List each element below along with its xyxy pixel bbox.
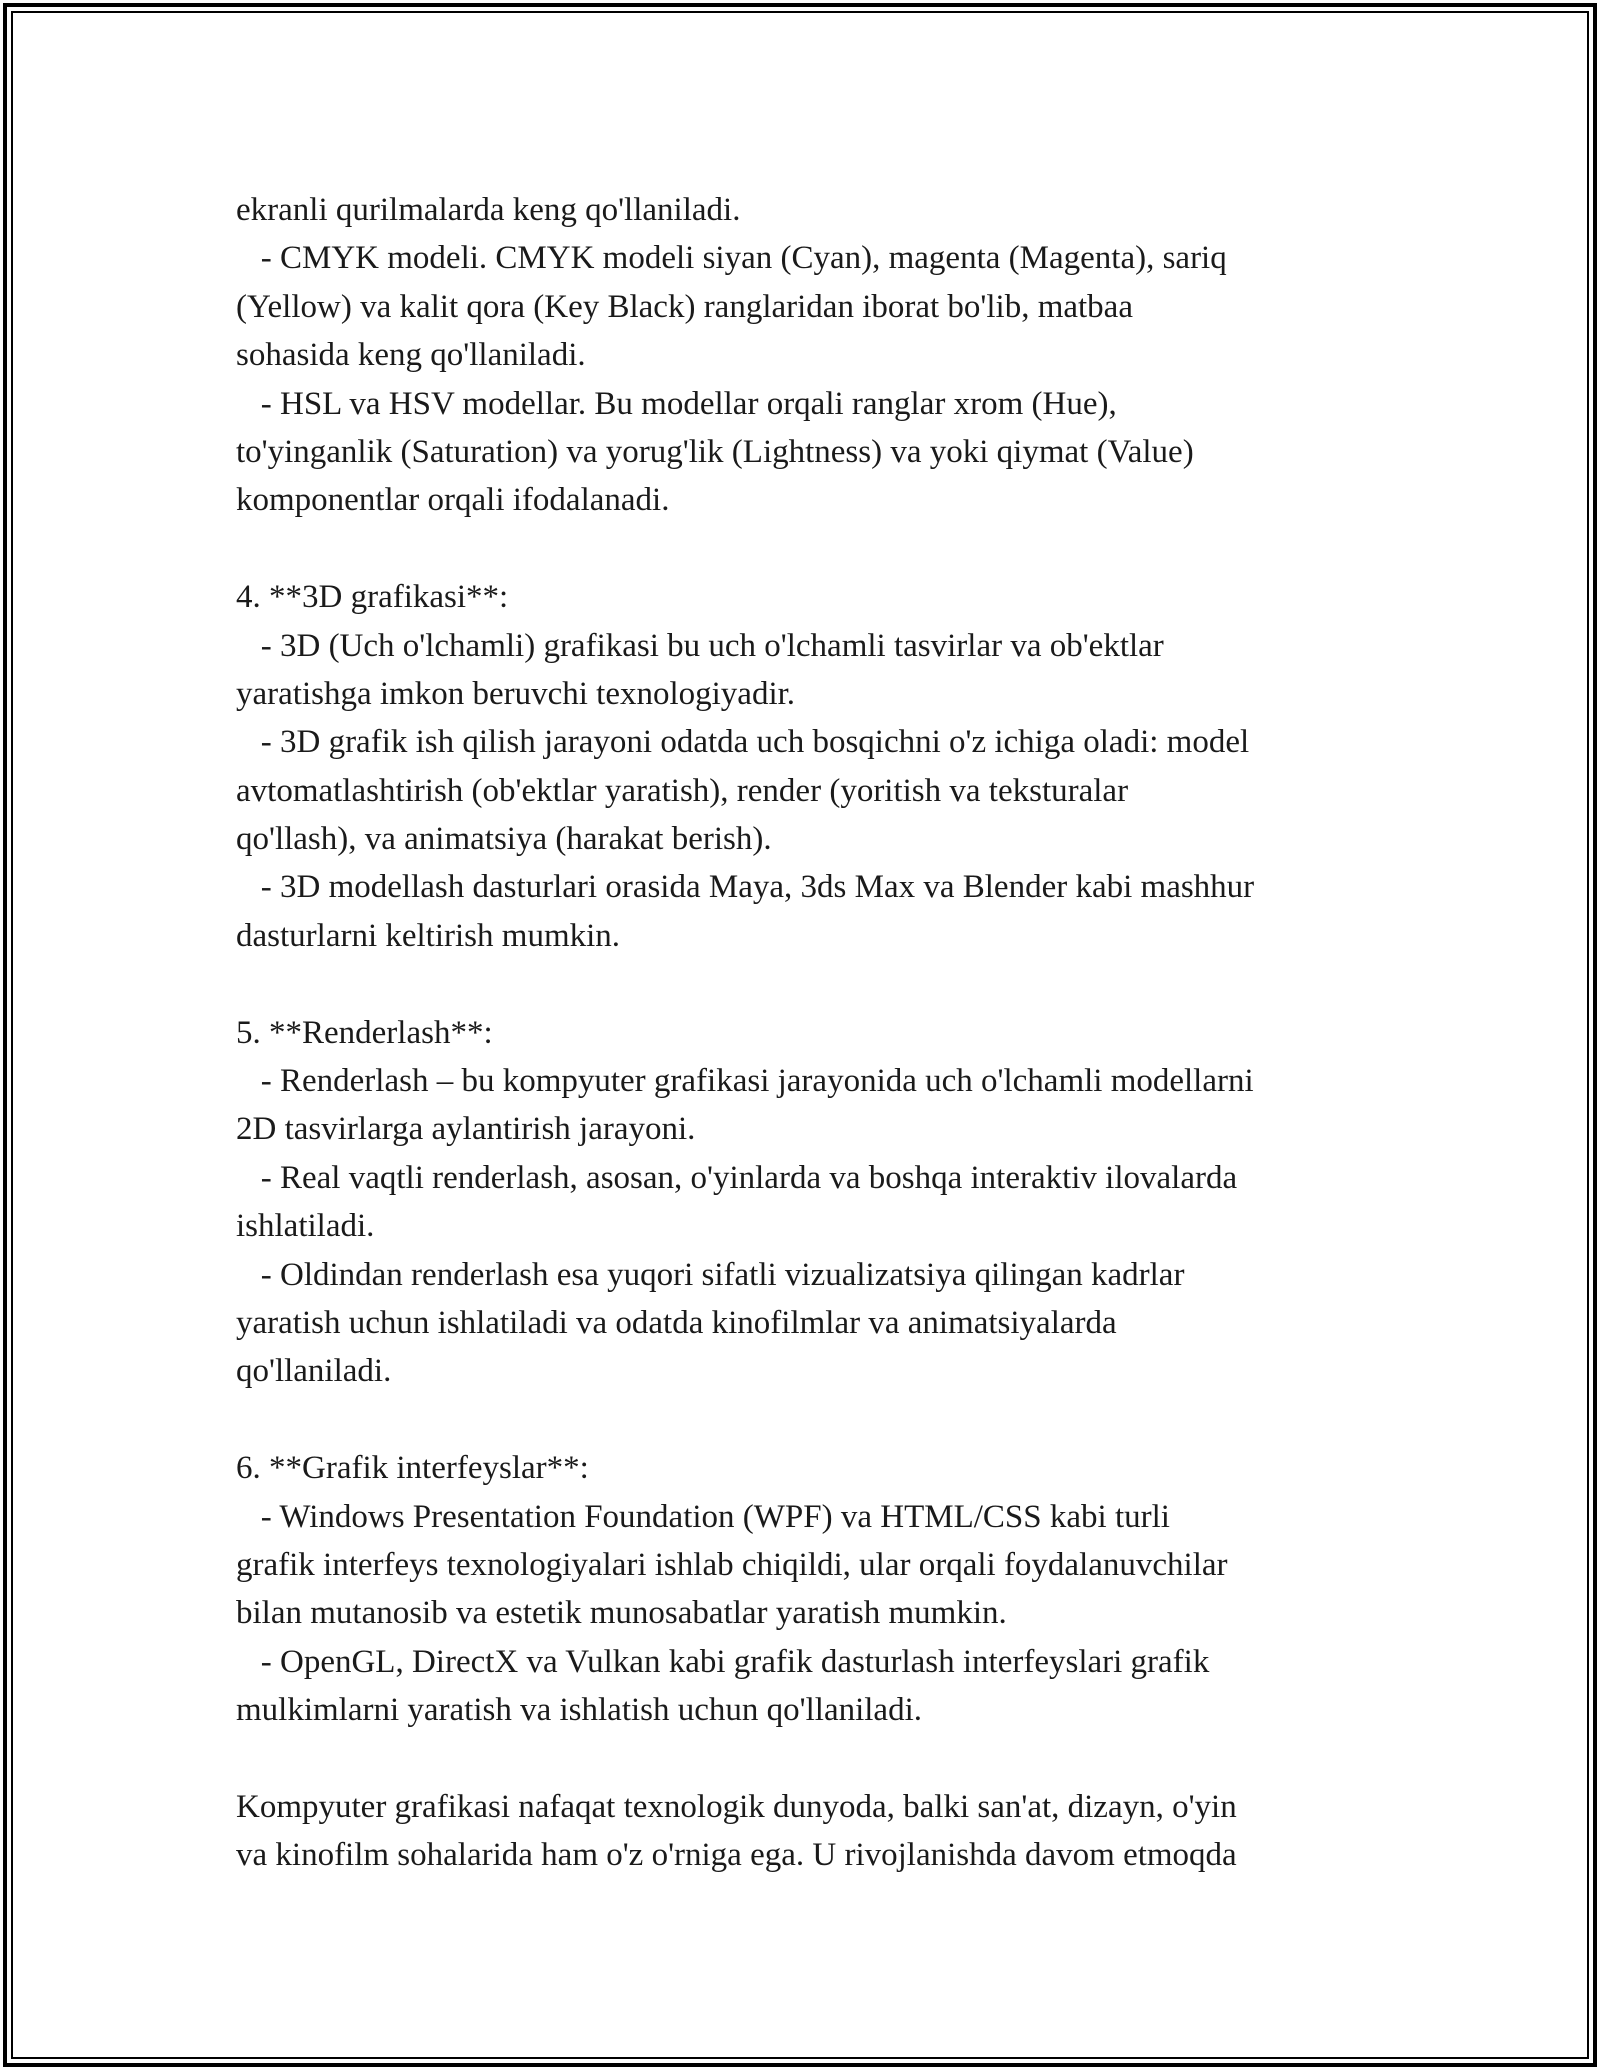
blank-line (236, 960, 1386, 1008)
text-line: - CMYK modeli. CMYK modeli siyan (Cyan), magenta (Magenta), sariq (236, 240, 1227, 277)
text-line: 4. **3D grafikasi**: (236, 579, 509, 616)
document-body (236, 186, 1386, 1880)
text-line: - HSL va HSV modellar. Bu modellar orqali ranglar xrom (Hue), (236, 385, 1117, 422)
text-line: 2D tasvirlarga aylantirish jarayoni. (236, 1111, 696, 1148)
text-line: yaratish uchun ishlatiladi va odatda kinofilmlar va animatsiyalarda (236, 1304, 1117, 1341)
text-line: to'yinganlik (Saturation) va yorug'lik (Lightness) va yoki qiymat (Value) (236, 433, 1194, 470)
text-line: ekranli qurilmalarda keng qo'llaniladi. (236, 192, 741, 228)
blank-line (236, 1735, 1386, 1783)
text-line: - Real vaqtli renderlash, asosan, o'yinlarda va boshqa interaktiv ilovalarda (236, 1159, 1238, 1196)
text-line: - Windows Presentation Foundation (WPF) va HTML/CSS kabi turli (236, 1498, 1170, 1535)
text-line: dasturlarni keltirish mumkin. (236, 917, 621, 954)
text-line: - Renderlash – bu kompyuter grafikasi jarayonida uch o'lchamli modellarni (236, 1063, 1254, 1100)
text-line: bilan mutanosib va estetik munosabatlar yaratish mumkin. (236, 1595, 1007, 1632)
text-line: qo'llaniladi. (236, 1353, 392, 1390)
text-line: yaratishga imkon beruvchi texnologiyadir. (236, 675, 796, 712)
text-line: avtomatlashtirish (ob'ektlar yaratish), render (yoritish va teksturalar (236, 772, 1129, 809)
blank-line (236, 525, 1386, 573)
text-line: (Yellow) va kalit qora (Key Black) ranglaridan iborat bo'lib, matbaa (236, 288, 1133, 325)
text-line: komponentlar orqali ifodalanadi. (236, 482, 670, 519)
text-line: qo'llash), va animatsiya (harakat berish). (236, 821, 772, 858)
text-line: - Oldindan renderlash esa yuqori sifatli vizualizatsiya qilingan kadrlar (236, 1256, 1185, 1293)
text-line: - 3D modellash dasturlari orasida Maya, 3ds Max va Blender kabi mashhur (236, 869, 1255, 906)
blank-line (236, 1396, 1386, 1444)
text-line: 6. **Grafik interfeyslar**: (236, 1450, 589, 1487)
text-line: Kompyuter grafikasi nafaqat texnologik dunyoda, balki san'at, dizayn, o'yin (236, 1788, 1237, 1825)
text-line: - 3D grafik ish qilish jarayoni odatda uch bosqichni o'z ichiga oladi: model (236, 724, 1250, 761)
text-line: - OpenGL, DirectX va Vulkan kabi grafik dasturlash interfeyslari grafik (236, 1643, 1210, 1680)
text-line: mulkimlarni yaratish va ishlatish uchun qo'llaniladi. (236, 1692, 922, 1729)
text-line: ishlatiladi. (236, 1208, 375, 1245)
text-line: va kinofilm sohalarida ham o'z o'rniga ega. U rivojlanishda davom etmoqda (236, 1837, 1237, 1874)
text-line: 5. **Renderlash**: (236, 1014, 493, 1051)
text-line: sohasida keng qo'llaniladi. (236, 337, 586, 374)
text-line: - 3D (Uch o'lchamli) grafikasi bu uch o'lchamli tasvirlar va ob'ektlar (236, 627, 1164, 664)
text-line: grafik interfeys texnologiyalari ishlab chiqildi, ular orqali foydalanuvchilar (236, 1546, 1228, 1583)
